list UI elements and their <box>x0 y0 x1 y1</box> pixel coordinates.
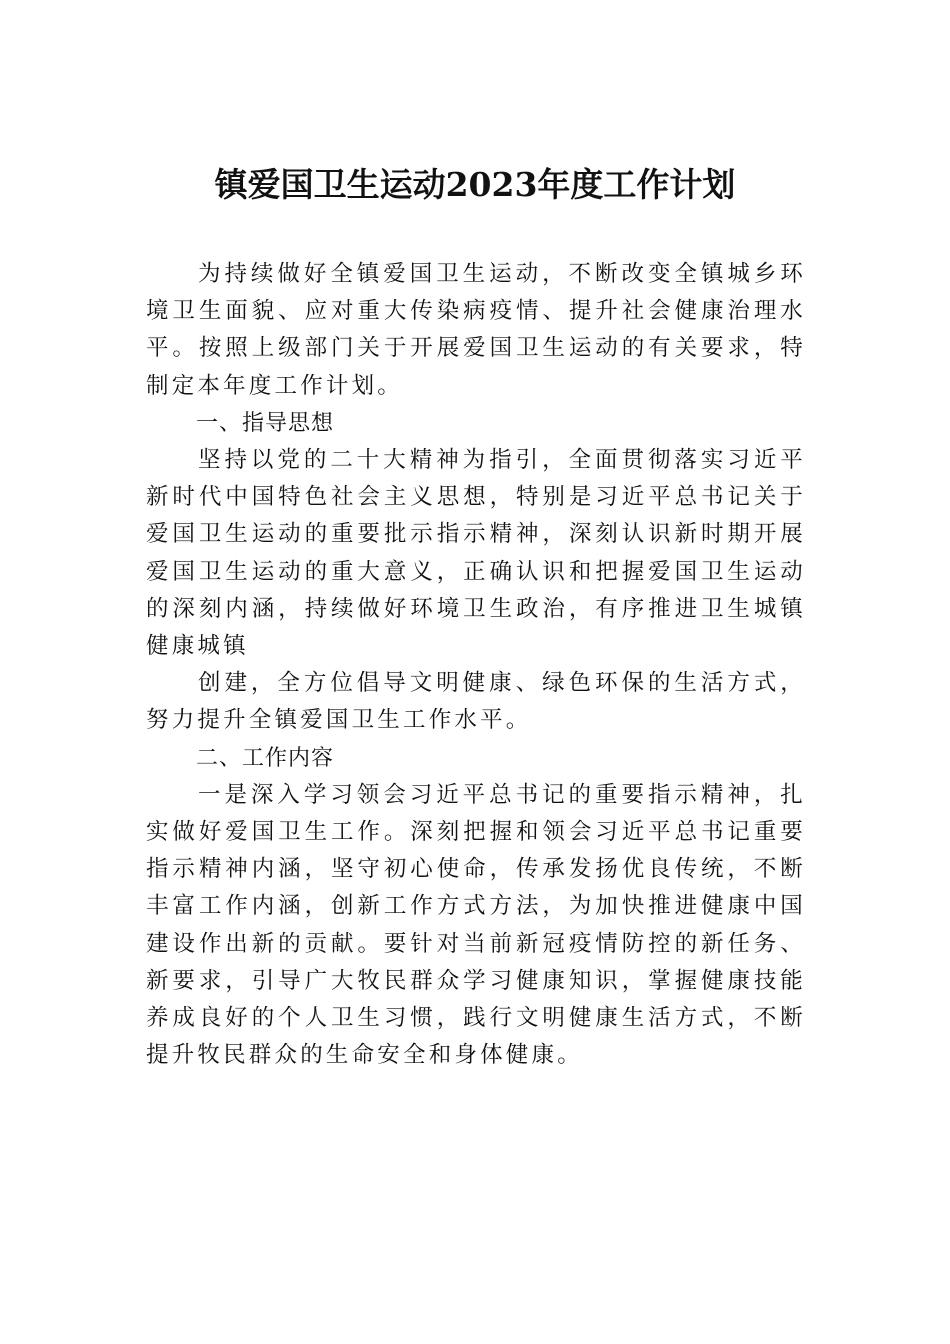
guiding-ideology-paragraph: 坚持以党的二十大精神为指引，全面贯彻落实习近平新时代中国特色社会主义思想，特别是习近平总书记关于爱国卫生运动的重要批示指示精神，深刻认识新时期开展爱国卫生运动的重大意义，正确认识和把握爱国卫生运动的深刻内涵，持续做好环境卫生政治，有序推进卫生城镇健康城镇 <box>146 447 806 660</box>
section-heading-guiding-ideology: 一、指导思想 <box>196 410 335 436</box>
guiding-ideology-continuation: 创建，全方位倡导文明健康、绿色环保的生活方式，努力提升全镇爱国卫生工作水平。 <box>146 670 806 734</box>
work-content-paragraph: 一是深入学习领会习近平总书记的重要指示精神，扎实做好爱国卫生工作。深刻把握和领会习近平总书记重要指示精神内涵，坚守初心使命，传承发扬优良传统，不断丰富工作内涵，创新工作方式方法，为加快推进健康中国建设作出新的贡献。要针对当前新冠疫情防控的新任务、新要求，引导广大牧民群众学习健康知识，掌握健康技能养成良好的个人卫生习惯，践行文明健康生活方式，不断提升牧民群众的生命安全和身体健康。 <box>146 781 806 1069</box>
section-heading-work-content: 二、工作内容 <box>196 745 335 771</box>
intro-paragraph: 为持续做好全镇爱国卫生运动，不断改变全镇城乡环境卫生面貌、应对重大传染病疫情、提升社会健康治理水平。按照上级部门关于开展爱国卫生运动的有关要求，特制定本年度工作计划。 <box>146 261 806 399</box>
document-body <box>146 256 806 1074</box>
document-title: 镇爱国卫生运动2023年度工作计划 <box>214 165 736 204</box>
